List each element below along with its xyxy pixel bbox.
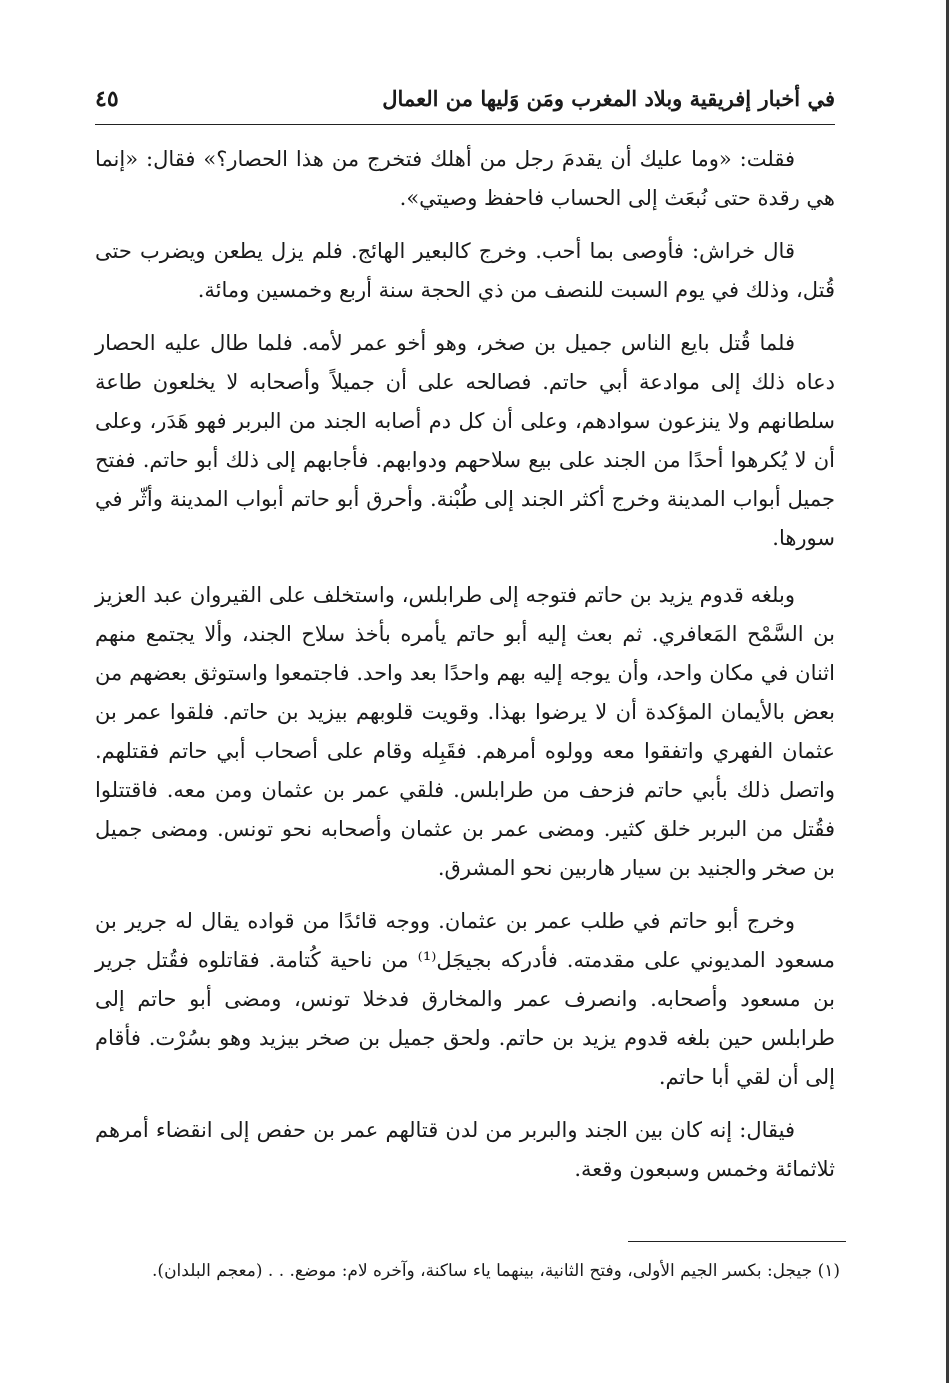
paragraph-6: فيقال: إنه كان بين الجند والبربر من لدن قتالهم عمر بن حفص إلى انقضاء أمرهم ثلاثمائة وخمس وسبعون وقعة.: [95, 1118, 835, 1181]
footnote: (١) جيجل: بكسر الجيم الأولى، وفتح الثانية، بينهما ياء ساكنة، وآخره لام: موضع. . . (معجم البلدان).: [152, 1261, 840, 1281]
paragraph-3: فلما قُتل بايع الناس جميل بن صخر، وهو أخو عمر لأمه. فلما طال عليه الحصار دعاه ذلك إلى موادعة أبي حاتم. فصالحه على أن جميلاً وأصحابه لا يخلعون طاعة سلطانهم ولا ينزعون سوادهم، وعلى أن كل دم أصابه الجند من البربر فهو هَدَر، وعلى أن لا يُكرهوا أحدًا من الجند على بيع سلاحهم ودوابهم. فأجابهم إلى ذلك أبو حاتم. ففتح جميل أبواب المدينة وخرج أكثر الجند إلى طُبْنة. وأحرق أبو حاتم أبواب المدينة وأثّر في سورها.: [95, 331, 835, 550]
paragraph-2: قال خراش: فأوصى بما أحب. وخرج كالبعير الهائج. فلم يزل يطعن ويضرب حتى قُتل، وذلك في يوم السبت للنصف من ذي الحجة سنة أربع وخمسين ومائة.: [95, 239, 835, 302]
header-rule: [95, 124, 835, 125]
page-header: [95, 82, 835, 122]
page-number: ٤٥: [95, 86, 119, 112]
paragraph-5: وخرج أبو حاتم في طلب عمر بن عثمان. ووجه قائدًا من قواده يقال له جرير بن مسعود المديوني على مقدمته. فأدركه بجيجَل⁽¹⁾ من ناحية كُتامة. فقاتلوه فقُتل جرير بن مسعود وأصحابه. وانصرف عمر والمخارق فدخلا تونس، ومضى أبو حاتم إلى طرابلس حين بلغه قدوم يزيد بن حاتم. ولحق جميل بن صخر بيزيد وهو بسُرْت. فأقام إلى أن لقي أبا حاتم.: [95, 909, 835, 1089]
main-text: [95, 140, 835, 1189]
paragraph-4: وبلغه قدوم يزيد بن حاتم فتوجه إلى طرابلس، واستخلف على القيروان عبد العزيز بن السَّمْح المَعافري. ثم بعث إليه أبو حاتم يأمره بأخذ سلاح الجند، وألا يجتمع منهم اثنان في مكان واحد، وأن يوجه إليه بهم واحدًا بعد واحد. فاجتمعوا واستوثق بعضهم من بعض بالأيمان المؤكدة أن لا يرضوا بهذا. وقويت قلوبهم بيزيد بن حاتم. فلقوا عمر بن عثمان الفهري واتفقوا معه وولوه أمرهم. فقَبِله وقام على أصحاب أبي حاتم فقتلهم. واتصل ذلك بأبي حاتم فزحف من طرابلس. فلقي عمر بن عثمان ومن معه. فاقتتلوا فقُتل من البربر خلق كثير. ومضى عمر بن عثمان وأصحابه نحو تونس. ومضى جميل بن صخر والجنيد بن سيار هاربين نحو المشرق.: [95, 583, 835, 880]
running-title: في أخبار إفريقية وبلاد المغرب ومَن وَليها من العمال: [382, 86, 835, 111]
footnote-rule: [628, 1241, 846, 1242]
paragraph-1: فقلت: «وما عليك أن يقدمَ رجل من أهلك فتخرج من هذا الحصار؟» فقال: «إنما هي رقدة حتى نُبعَث إلى الحساب فاحفظ وصيتي».: [95, 147, 835, 210]
